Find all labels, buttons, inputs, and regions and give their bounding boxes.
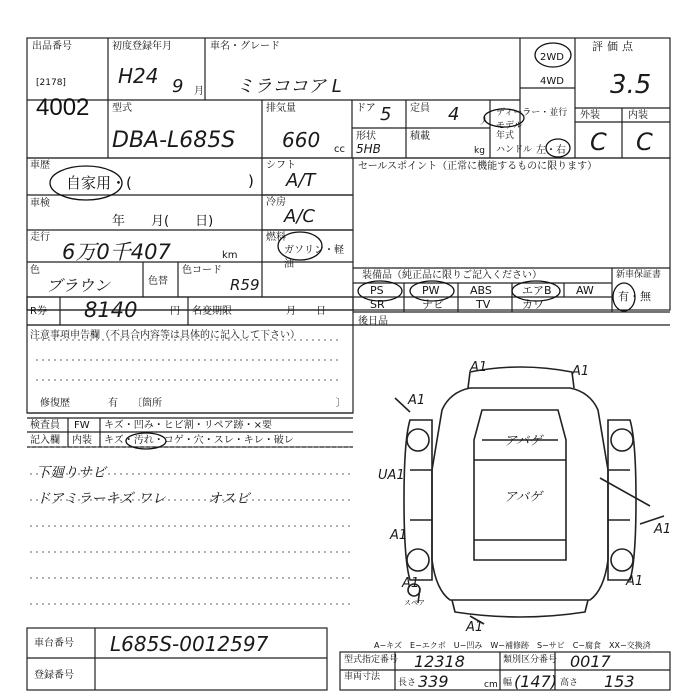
disp-label: 排気量 bbox=[266, 103, 296, 114]
legend: A−キズ E−エクボ U−凹み W−補修跡 S−サビ C−腐食 XX−交換済 bbox=[374, 641, 651, 650]
cap-value: 4 bbox=[448, 104, 460, 125]
equip-abs: ABS bbox=[470, 284, 492, 297]
tax-label: R券 bbox=[30, 306, 47, 317]
doors-label: ドア bbox=[356, 103, 376, 114]
handle-label: ハンドル bbox=[496, 145, 533, 155]
len-value: 339 bbox=[418, 672, 449, 691]
repair-value: 有 bbox=[108, 398, 118, 409]
handle-value: 左・右 bbox=[536, 145, 566, 156]
interior-value: C bbox=[636, 128, 653, 156]
mileage-label: 走行 bbox=[30, 232, 50, 243]
exterior-label: 外装 bbox=[580, 110, 600, 121]
cm-unit: cm bbox=[484, 680, 498, 690]
use-value: 自家用・( bbox=[66, 174, 132, 192]
type-value: DBA-L685S bbox=[112, 128, 236, 153]
width-value: (147) bbox=[514, 672, 558, 691]
repair-close: 〕 bbox=[336, 398, 346, 409]
month-unit: 月 bbox=[194, 86, 204, 97]
equip-airbag: エアB bbox=[522, 284, 552, 297]
yen-unit: 円 bbox=[170, 306, 180, 317]
shift-value: A/T bbox=[286, 170, 316, 191]
equip-sr: SR bbox=[370, 298, 385, 311]
equip-navi: ナビ bbox=[422, 298, 444, 311]
repair-place: 〔箇所 bbox=[132, 398, 162, 409]
type-label: 型式 bbox=[112, 103, 132, 114]
int-label: 内装 bbox=[72, 435, 92, 446]
color-code-value: R59 bbox=[230, 276, 260, 294]
ac-label: 冷房 bbox=[266, 197, 286, 208]
cap-unit: 人 bbox=[480, 116, 490, 127]
shift-label: シフト bbox=[266, 160, 296, 171]
score-value: 3.5 bbox=[610, 70, 652, 100]
damage-mark: A1 bbox=[654, 522, 672, 537]
shape-value: 5HB bbox=[356, 142, 381, 156]
sales-point-title: セールスポイント（正常に機能するものに限ります） bbox=[358, 161, 598, 172]
drive-4wd: 4WD bbox=[540, 76, 564, 87]
reg-label: 初度登録年月 bbox=[112, 41, 172, 52]
damage-mark: A1 bbox=[466, 620, 484, 635]
disp-value: 660 bbox=[282, 128, 321, 152]
drive-2wd: 2WD bbox=[540, 52, 564, 63]
size-label: 車両寸法 bbox=[344, 672, 381, 682]
comment-2: ドアミラーキズ ワレ オスビ bbox=[36, 491, 250, 507]
tax-value: 8140 bbox=[84, 298, 138, 322]
fuel-value: ガソリン・軽油 bbox=[284, 245, 344, 270]
color-code-label: 色コード bbox=[182, 265, 222, 276]
int-items: キズ・汚れ・コゲ・穴・スレ・キレ・破レ bbox=[104, 435, 294, 446]
chassis-value: L685S-0012597 bbox=[110, 632, 269, 656]
year-label: 年式 bbox=[496, 131, 515, 141]
damage-mark: A1 bbox=[402, 576, 420, 591]
chassis-label: 車台番号 bbox=[34, 638, 74, 649]
spare-label: スペア bbox=[404, 599, 425, 607]
after-label: 後日品 bbox=[358, 316, 388, 327]
reg-month: 9 bbox=[172, 76, 184, 97]
damage-mark: UA1 bbox=[378, 468, 405, 483]
inspect-value: 年 月( 日) bbox=[112, 214, 214, 229]
fuel-label: 燃料 bbox=[266, 232, 286, 243]
reg-year: H24 bbox=[118, 64, 159, 88]
equip-ps: PS bbox=[370, 284, 384, 297]
name-change-label: 名変期限 bbox=[192, 306, 232, 317]
diagram-note: アバゲ bbox=[504, 490, 542, 505]
equip-aw: AW bbox=[576, 284, 594, 297]
color-no-label: 色替 bbox=[148, 276, 168, 287]
reg-no-label: 登録番号 bbox=[34, 670, 74, 681]
repair-label: 修復歴 bbox=[40, 398, 70, 409]
inspector-label-2: 記入欄 bbox=[30, 435, 60, 446]
equip-leather: カワ bbox=[522, 298, 544, 311]
damage-mark: A1 bbox=[626, 574, 644, 589]
damage-mark: A1 bbox=[572, 364, 590, 379]
damage-mark: A1 bbox=[408, 393, 426, 408]
use-close: ) bbox=[248, 172, 254, 190]
name-label: 車名・グレード bbox=[210, 41, 280, 52]
type-cert-label: 型式指定番号 bbox=[344, 655, 399, 665]
height-value: 153 bbox=[604, 672, 635, 691]
use-label: 車歴 bbox=[30, 160, 50, 171]
cap-label: 定員 bbox=[410, 103, 430, 114]
height-label: 高さ bbox=[560, 678, 579, 688]
lot-label: 出品番号 bbox=[32, 41, 72, 52]
inspector-label: 検査員 bbox=[30, 420, 60, 431]
diagram-note: アバゲ bbox=[504, 434, 542, 449]
score-label: 評価点 bbox=[592, 40, 637, 53]
shape-label: 形状 bbox=[356, 131, 376, 142]
name-value: ミラココア L bbox=[236, 76, 342, 97]
width-label: 幅 bbox=[503, 678, 513, 688]
class-value: 0017 bbox=[570, 652, 611, 671]
type-cert-value: 12318 bbox=[414, 652, 465, 671]
km-unit: km bbox=[222, 250, 238, 261]
comment-1: 下廻りサビ bbox=[36, 465, 106, 481]
exterior-value: C bbox=[590, 128, 607, 156]
ac-value: A/C bbox=[284, 206, 315, 227]
lot-number: 4002 bbox=[36, 94, 90, 121]
damage-mark: A1 bbox=[390, 528, 408, 543]
fw-items: キズ・凹み・ヒビ割・リペア跡・×要 bbox=[104, 420, 272, 431]
name-change-value: 月 日 bbox=[286, 306, 326, 317]
load-label: 積載 bbox=[410, 131, 430, 142]
doors-value: 5 bbox=[380, 104, 392, 125]
class-label: 類別区分番号 bbox=[503, 655, 558, 665]
inspect-label: 車検 bbox=[30, 198, 50, 209]
warranty-value: 有・無 bbox=[618, 290, 651, 303]
notes-title: 注意事項申告欄（不具合内容等は具体的に記入して下さい） bbox=[30, 330, 300, 341]
equip-tv: TV bbox=[476, 298, 491, 311]
kg-unit: kg bbox=[474, 146, 485, 156]
warranty-label: 新車保証書 bbox=[616, 270, 662, 280]
damage-mark: A1 bbox=[470, 360, 488, 375]
color-value: ブラウン bbox=[46, 276, 111, 295]
len-label: 長さ bbox=[398, 678, 417, 688]
mileage-value: 6万0千407 bbox=[62, 240, 171, 264]
disp-unit: cc bbox=[334, 144, 345, 155]
model-label: モデル bbox=[496, 121, 523, 131]
equip-pw: PW bbox=[422, 284, 440, 297]
color-label: 色 bbox=[30, 265, 40, 276]
lot-small: [2178] bbox=[36, 78, 66, 88]
equipment-title: 装備品（純正品に限りご記入ください） bbox=[362, 270, 542, 281]
fw-label: FW bbox=[74, 420, 90, 431]
interior-label: 内装 bbox=[628, 110, 648, 121]
dealer-label: ディーラー・並行 bbox=[496, 108, 568, 118]
